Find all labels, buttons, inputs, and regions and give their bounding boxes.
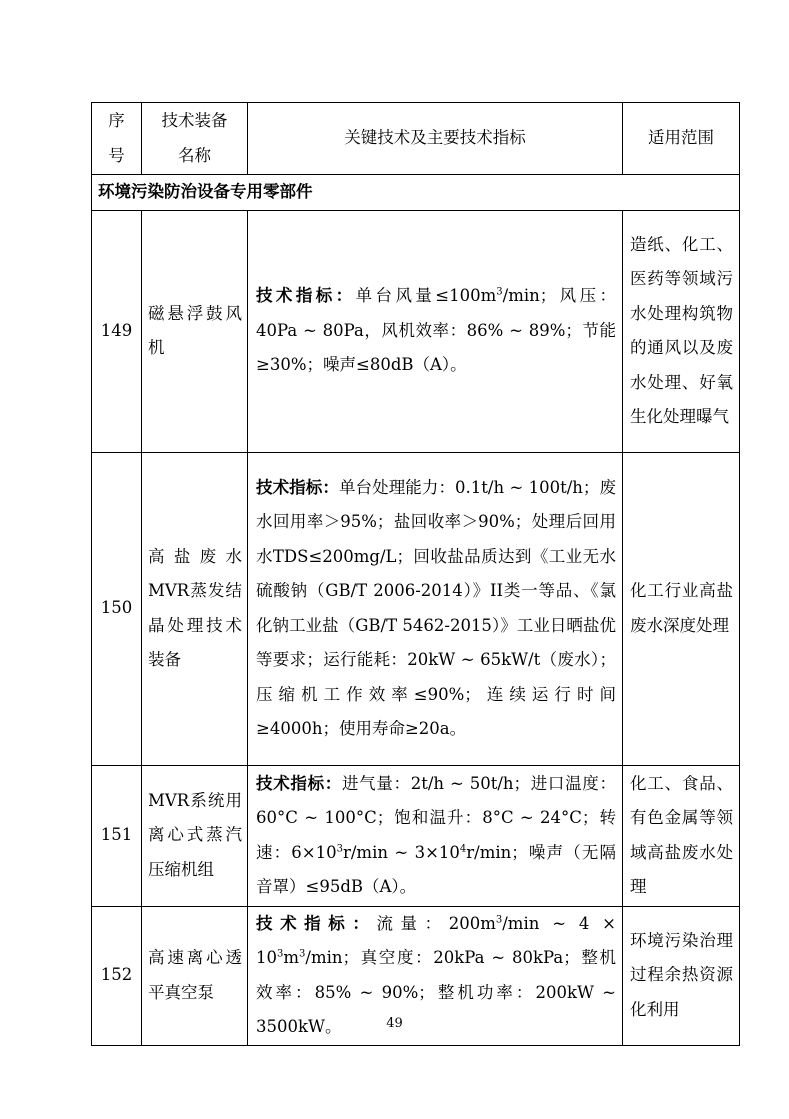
header-no-line2: 号 <box>108 145 125 165</box>
header-scope: 适用范围 <box>623 103 740 175</box>
header-name-line1: 技术装备 <box>161 111 228 130</box>
table-row <box>92 765 740 906</box>
row-name-text: 高速离心透平真空泵 <box>148 948 242 1002</box>
tech-label: 技术指标： <box>256 773 342 793</box>
tech-sup: 3 <box>299 948 306 960</box>
tech-text: m <box>283 948 300 967</box>
tech-sup: 3 <box>336 843 343 854</box>
row-name-text: MVR系统用离心式蒸汽压缩机组 <box>148 790 242 879</box>
tech-text: 进气量：2t/h ~ 50t/h；进口温度：60°C ~ 100°C；饱和温升：8°C ~ 24°C；转速：6×10 <box>256 773 616 862</box>
page-number: 49 <box>386 1016 403 1031</box>
row-tech <box>248 210 623 452</box>
tech-sup: 3 <box>495 914 503 925</box>
equipment-table <box>91 102 740 1046</box>
tech-label: 技术指标： <box>256 286 356 306</box>
row-scope: 化工、食品、有色金属等领域高盐废水处理 <box>623 765 740 906</box>
table-row <box>92 452 740 765</box>
table-row <box>92 210 740 452</box>
header-name-line2: 名称 <box>178 145 211 165</box>
row-name <box>142 210 248 452</box>
tech-text: /min；风压：40Pa ~ 80Pa，风机效率：86% ~ 89%；节能≥30%；噪声≤80dB（A）。 <box>256 286 617 375</box>
row-no: 151 <box>92 765 142 906</box>
row-no: 149 <box>92 210 142 452</box>
header-no <box>92 103 142 175</box>
row-name <box>142 765 248 906</box>
tech-label: 技术指标： <box>256 477 339 497</box>
row-tech <box>248 452 623 765</box>
tech-text: 单台风量≤100m <box>355 286 497 306</box>
row-scope: 化工行业高盐废水深度处理 <box>623 452 740 765</box>
header-row <box>92 103 740 175</box>
row-no: 150 <box>92 452 142 765</box>
row-tech <box>248 765 623 906</box>
tech-text: /min ~ 4 × 10 <box>256 913 617 967</box>
header-name <box>142 103 248 175</box>
tech-text: 流量：200m <box>376 913 496 933</box>
row-name <box>142 452 248 765</box>
tech-sup: 3 <box>277 948 284 960</box>
row-scope: 造纸、化工、医药等领域污水处理构筑物的通风以及废水处理、好氧生化处理曝气 <box>623 210 740 452</box>
section-row <box>92 175 740 211</box>
row-name-text: 高盐废水MVR蒸发结晶处理技术装备 <box>148 546 242 669</box>
row-no: 152 <box>92 906 142 1045</box>
tech-sup: 3 <box>496 286 503 298</box>
tech-sup: 4 <box>459 843 467 854</box>
row-name-text: 磁悬浮鼓风机 <box>148 303 242 357</box>
row-scope: 环境污染治理过程余热资源化利用 <box>623 906 740 1045</box>
tech-label: 技术指标： <box>256 913 377 933</box>
tech-text: r/min ~ 3×10 <box>342 842 460 862</box>
tech-text: r/min；噪声（无隔音罩）≤95dB（A）。 <box>256 842 616 896</box>
section-title: 环境污染防治设备专用零部件 <box>92 175 740 211</box>
header-tech: 关键技术及主要技术指标 <box>248 103 623 175</box>
tech-text: /min；真空度：20kPa ~ 80kPa；整机效率：85% ~ 90%；整机功率：200kW ~ 3500kW。 <box>256 948 616 1036</box>
tech-text: 单台处理能力：0.1t/h ~ 100t/h；废水回用率＞95%；盐回收率＞90%；处理后回用水TDS≤200mg/L；回收盐品质达到《工业无水硫酸钠（GB/T 2006-2014）》II类一等品、《氯化钠工业盐（GB/T 5462-2015）》工业日晒盐优等要求；运行能耗：20kW ~ 65kW/t（废水）；压缩机工作效率≤90%；连续运行时间≥4000h；使用寿命≥20a。 <box>256 477 616 738</box>
header-no-line1: 序 <box>108 111 125 130</box>
